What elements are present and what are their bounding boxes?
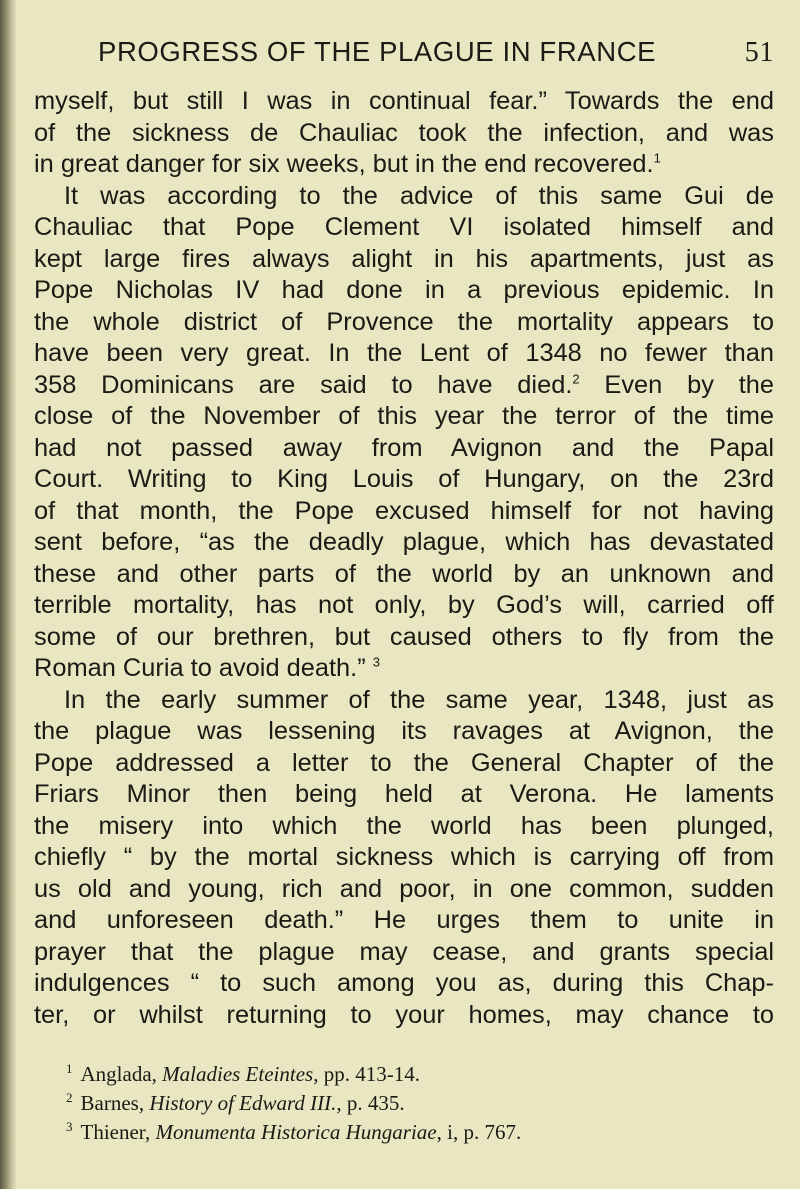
text-line: us old and young, rich and poor, in one common, sudden (34, 874, 774, 903)
text-line: Friars Minor then being held at Verona. He laments (34, 780, 774, 808)
text-line: of that month, the Pope excused himself for not having (34, 496, 774, 525)
text-line: chiefly “ by the mortal sickness which is carrying off from (34, 843, 774, 871)
footnotes (34, 1057, 774, 1144)
footnote-mark: 1 (653, 150, 661, 166)
text-line: in great danger for six weeks, but in the end recovered.$^1$ (34, 150, 661, 178)
text-line: kept large fires always alight in his apartments, just as (34, 244, 774, 273)
text-line: sent before, “as the deadly plague, which has devastated (34, 528, 774, 556)
text-line: and unforeseen death.” He urges them to unite in (34, 906, 774, 934)
footnote-mark: 2 (572, 371, 580, 387)
paragraph-start-line: In the early summer of the same year, 1348, just as (64, 685, 774, 714)
text-line: have been very great. In the Lent of 1348 no fewer than (34, 339, 774, 367)
book-page (34, 36, 774, 1144)
text-line: indulgences “ to such among you as, during this Chap- (34, 969, 774, 997)
text-line: Pope addressed a letter to the General Chapter of the (34, 748, 774, 777)
text-line: Chauliac that Pope Clement VI isolated himself and (34, 213, 774, 241)
text-line: the plague was lessening its ravages at Avignon, the (34, 717, 774, 745)
text-line: 358 Dominicans are said to have died.$^2$ Even by the (34, 370, 774, 399)
text-line: myself, but still I was in continual fear.” Towards the end (34, 87, 774, 115)
body-text (34, 86, 774, 1031)
text-line: terrible mortality, has not only, by God’s will, carried off (34, 591, 774, 619)
footnote: $^3$ Thiener, Monumenta Historica Hungariae, i, p. 767. (66, 1119, 522, 1144)
running-title: PROGRESS OF THE PLAGUE IN FRANCE (98, 36, 657, 67)
page-number: 51 (744, 37, 774, 68)
text-line: Pope Nicholas IV had done in a previous epidemic. In (34, 276, 774, 304)
text-line: these and other parts of the world by an unknown and (34, 559, 774, 588)
footnote: $^2$ Barnes, History of Edward III., p. 435. (66, 1090, 405, 1115)
text-line: some of our brethren, but caused others to fly from the (34, 622, 774, 651)
text-line: the misery into which the world has been plunged, (34, 811, 774, 840)
text-line: of the sickness de Chauliac took the infection, and was (34, 118, 774, 147)
text-line: Roman Curia to avoid death.” $^3$ (34, 654, 380, 682)
text-line: close of the November of this year the terror of the time (34, 402, 774, 430)
text-line: had not passed away from Avignon and the Papal (34, 433, 774, 462)
text-line: ter, or whilst returning to your homes, may chance to (34, 1000, 774, 1029)
footnote-mark: 3 (372, 654, 380, 670)
text-line: the whole district of Provence the mortality appears to (34, 307, 774, 336)
text-line: prayer that the plague may cease, and grants special (34, 937, 774, 966)
footnote: $^1$ Anglada, Maladies Eteintes, pp. 413-14. (66, 1061, 420, 1086)
book-binding-shadow (0, 0, 16, 1189)
running-header (34, 36, 774, 76)
paragraph-start-line: It was according to the advice of this same Gui de (64, 181, 774, 210)
text-line: Court. Writing to King Louis of Hungary, on the 23rd (34, 465, 774, 493)
